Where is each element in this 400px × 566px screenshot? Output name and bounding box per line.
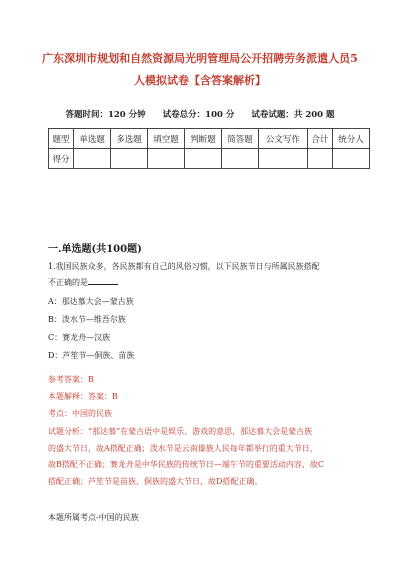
header-cell-scorer: 统分人	[332, 129, 369, 149]
score-label-cell: 得分	[49, 149, 74, 169]
score-table	[48, 128, 370, 169]
header-cell-writing: 公文写作	[258, 129, 307, 149]
answer-point: 考点：中国的民族	[48, 409, 112, 418]
option-b[interactable]: B：泼水节—维吾尔族	[48, 315, 126, 324]
question-text	[48, 259, 358, 291]
option-d[interactable]: D：芦笙节—侗族、苗族	[48, 351, 135, 360]
header-cell-multi: 多选题	[111, 129, 148, 149]
score-table-score-row	[49, 149, 370, 169]
explanation-line-2: 的盛大节日，故A搭配正确；泼水节是云南傣族人民每年都举行的重大节日，	[48, 443, 318, 453]
header-cell-short: 简答题	[222, 129, 259, 149]
score-cell[interactable]	[74, 149, 111, 169]
header-cell-total: 合计	[307, 129, 332, 149]
question-line-1: 1.我国民族众多，各民族都有自己的风俗习惯，以下民族节日与所属民族搭配	[48, 262, 320, 271]
answer-analysis: 本题解释：答案：B	[48, 392, 118, 401]
score-cell[interactable]	[222, 149, 259, 169]
question-line-2	[48, 275, 358, 291]
explanation-line-4: 搭配正确；芦笙节是苗族、侗族的盛大节日，故D搭配正确。	[48, 476, 263, 486]
score-cell[interactable]	[148, 149, 185, 169]
answer-blank	[88, 284, 118, 285]
score-cell[interactable]	[307, 149, 332, 169]
topic-line: 本题所属考点-中国的民族	[48, 513, 139, 522]
score-cell[interactable]	[332, 149, 369, 169]
header-cell-single: 单选题	[74, 129, 111, 149]
exam-meta: 答题时间：120 分钟 试卷总分：100 分 试卷试题：共 200 题	[65, 110, 335, 120]
explanation-line-3: 故B搭配不正确；赛龙舟是中华民族的传统节日—端午节的重要活动内容，故C	[48, 460, 324, 469]
title-line-2: 人模拟试卷【含答案解析】	[134, 74, 266, 87]
score-cell[interactable]	[185, 149, 222, 169]
score-cell[interactable]	[258, 149, 307, 169]
header-cell-judge: 判断题	[185, 129, 222, 149]
option-c[interactable]: C：赛龙舟—汉族	[48, 333, 111, 342]
header-cell-fill: 填空题	[148, 129, 185, 149]
option-a[interactable]: A：那达慕大会—蒙古族	[48, 297, 134, 306]
question-line-2-text: 不正确的是	[48, 278, 88, 287]
answer-explanation	[48, 424, 358, 490]
score-table-header-row	[49, 129, 370, 149]
title-line-1: 广东深圳市规划和自然资源局光明管理局公开招聘劳务派遣人员5	[42, 52, 358, 65]
exam-title	[36, 48, 364, 92]
score-cell[interactable]	[111, 149, 148, 169]
section-heading: 一.单选题(共100题)	[48, 244, 142, 255]
explanation-line-1: 试题分析：“那达慕”在蒙古语中是娱乐、游戏的意思，那达慕大会是蒙古族	[48, 427, 313, 436]
reference-answer: 参考答案：B	[48, 375, 94, 384]
header-cell-type: 题型	[49, 129, 74, 149]
